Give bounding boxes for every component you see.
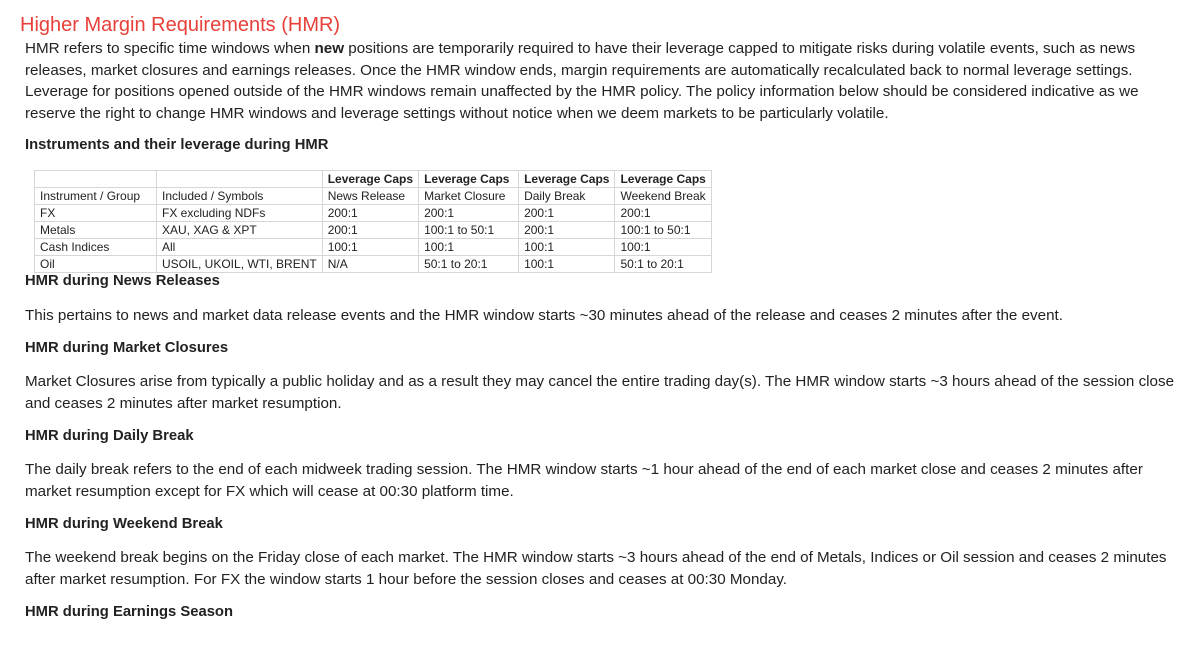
table-cell: [157, 171, 323, 188]
table-header-cell: News Release: [322, 188, 418, 205]
table-cell: Leverage Caps: [615, 171, 711, 188]
table-cell: All: [157, 239, 323, 256]
table-cell: 50:1 to 20:1: [419, 256, 519, 273]
table-cell: FX excluding NDFs: [157, 205, 323, 222]
page-title: Higher Margin Requirements (HMR): [20, 14, 341, 36]
table-cell: 200:1: [519, 205, 615, 222]
table-header-cell: Included / Symbols: [157, 188, 323, 205]
table-cell: 100:1: [419, 239, 519, 256]
table-row: [35, 205, 712, 222]
leverage-table: [34, 170, 712, 273]
earnings-season-heading: HMR during Earnings Season: [25, 604, 234, 620]
table-cell: 100:1: [322, 239, 418, 256]
table-header-cell: Weekend Break: [615, 188, 711, 205]
table-cell: 200:1: [322, 205, 418, 222]
intro-text-end: positions are temporarily required to have their leverage capped to mitigate risks during volatile events, such as news releases, market closures and earnings releases. Once the HMR window ends, margin requirements are automatically recalculated back to normal leverage settings. Leverage for positions opened outside of the HMR windows remain unaffected by the HMR policy. The policy information below should be considered indicative as we reserve the right to change HMR windows and leverage settings without notice when we deem markets to be particularly volatile.: [25, 40, 1139, 122]
market-closures-heading: HMR during Market Closures: [25, 340, 229, 356]
table-cell: Metals: [35, 222, 157, 239]
table-cell: N/A: [322, 256, 418, 273]
news-release-heading: HMR during News Releases: [25, 273, 220, 289]
table-header-row: [35, 188, 712, 205]
table-header-cell: Instrument / Group: [35, 188, 157, 205]
table-cell: 50:1 to 20:1: [615, 256, 711, 273]
table-cell: Oil: [35, 256, 157, 273]
market-closures-paragraph: Market Closures arise from typically a public holiday and as a result they may cancel the entire trading day(s). The HMR window starts ~3 hours ahead of the session close and ceases 2 minutes after market resumption.: [25, 373, 1175, 412]
table-cell: Leverage Caps: [419, 171, 519, 188]
table-cell: Leverage Caps: [519, 171, 615, 188]
table-cell: 100:1: [519, 256, 615, 273]
table-cell: 100:1: [519, 239, 615, 256]
table-cell: USOIL, UKOIL, WTI, BRENT: [157, 256, 323, 273]
table-cell: 200:1: [322, 222, 418, 239]
table-cell: 200:1: [519, 222, 615, 239]
weekend-break-heading: HMR during Weekend Break: [25, 516, 223, 532]
table-row: [35, 256, 712, 273]
table-cell: 200:1: [615, 205, 711, 222]
table-cell: [35, 171, 157, 188]
table-cell: FX: [35, 205, 157, 222]
table-caps-row: [35, 171, 712, 188]
table-cell: Leverage Caps: [322, 171, 418, 188]
intro-paragraph: [25, 38, 1185, 124]
table-cell: Cash Indices: [35, 239, 157, 256]
table-cell: 100:1 to 50:1: [615, 222, 711, 239]
instruments-heading: Instruments and their leverage during HMR: [25, 137, 329, 153]
intro-text-start: HMR refers to specific time windows when: [25, 40, 315, 57]
weekend-break-paragraph: The weekend break begins on the Friday close of each market. The HMR window starts ~3 hours ahead of the end of Metals, Indices or Oil session and ceases 2 minutes after market resumption. For FX the window starts 1 hour before the session closes and ceases at 00:30 Monday.: [25, 549, 1167, 588]
table-cell: 100:1: [615, 239, 711, 256]
intro-bold-word: new: [314, 40, 345, 57]
table-header-cell: Daily Break: [519, 188, 615, 205]
table-row: [35, 222, 712, 239]
daily-break-heading: HMR during Daily Break: [25, 428, 194, 444]
table-cell: 100:1 to 50:1: [419, 222, 519, 239]
table-cell: 200:1: [419, 205, 519, 222]
table-row: [35, 239, 712, 256]
table-cell: XAU, XAG & XPT: [157, 222, 323, 239]
news-release-paragraph: This pertains to news and market data release events and the HMR window starts ~30 minutes ahead of the release and ceases 2 minutes after the event.: [25, 307, 1063, 324]
table-header-cell: Market Closure: [419, 188, 519, 205]
daily-break-paragraph: The daily break refers to the end of each midweek trading session. The HMR window starts ~1 hour ahead of the end of each market close and ceases 2 minutes after market resumption except for FX which will cease at 00:30 platform time.: [25, 461, 1143, 500]
